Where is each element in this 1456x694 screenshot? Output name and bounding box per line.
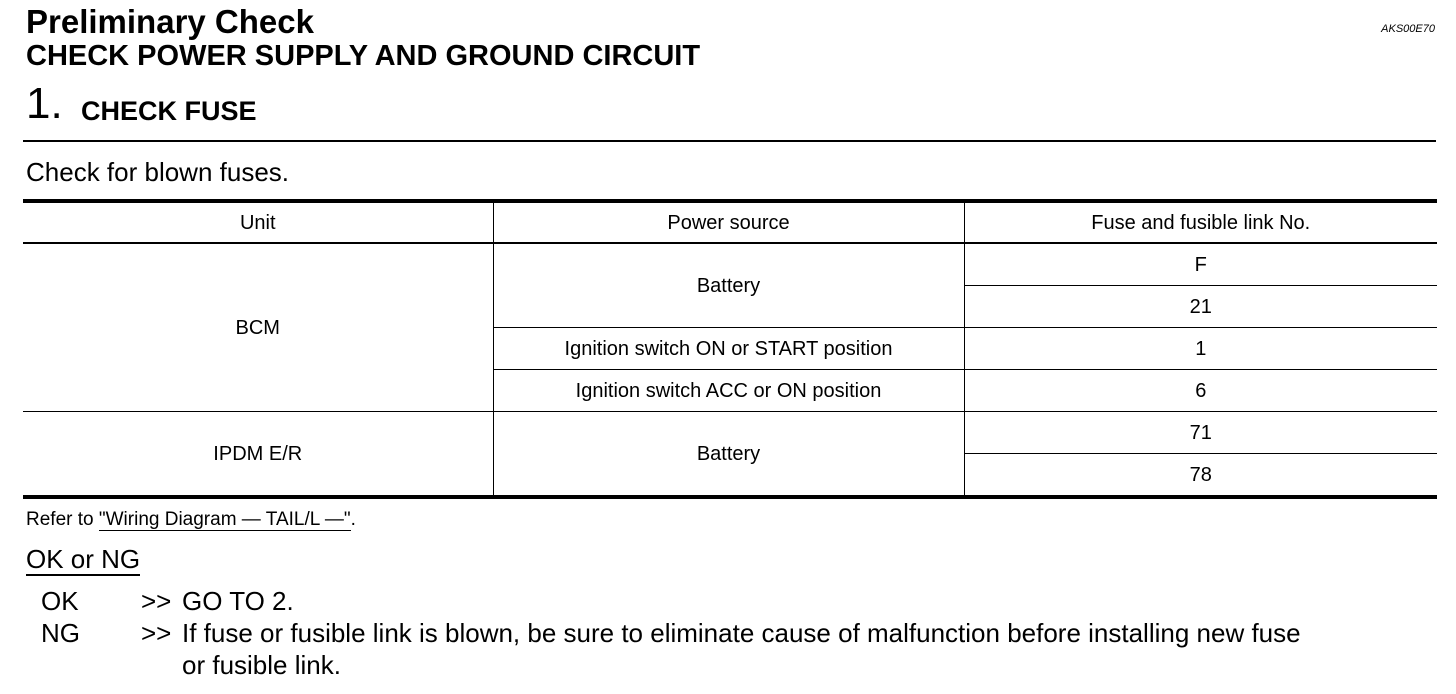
result-heading: OK or NG <box>26 544 141 574</box>
table-row <box>23 412 1437 454</box>
instruction-text: Check for blown fuses. <box>26 157 290 187</box>
unit-cell-ipdm: IPDM E/R <box>23 412 493 498</box>
section-subtitle: CHECK POWER SUPPLY AND GROUND CIRCUIT <box>26 40 701 72</box>
fuse-cell: 21 <box>964 286 1437 328</box>
wiring-diagram-link[interactable]: "Wiring Diagram — TAIL/L —" <box>98 509 351 530</box>
table-row <box>23 243 1437 286</box>
column-header-fuse-no: Fuse and fusible link No. <box>964 201 1437 243</box>
ng-text-line-2: or fusible link. <box>182 650 341 680</box>
reference-prefix: Refer to <box>26 509 94 530</box>
ng-text-line-1: If fuse or fusible link is blown, be sure to eliminate cause of malfunction before installing new fuse <box>182 618 1301 648</box>
fuse-cell: 78 <box>964 454 1437 498</box>
fuse-cell: 6 <box>964 370 1437 412</box>
ng-label: NG <box>41 618 80 648</box>
ok-text: GO TO 2. <box>182 586 294 616</box>
power-source-cell: Ignition switch ON or START position <box>493 328 964 370</box>
ng-arrow: >> <box>141 618 172 648</box>
column-header-unit: Unit <box>23 201 493 243</box>
fuse-cell: F <box>964 243 1437 286</box>
power-source-cell: Battery <box>493 412 964 498</box>
document-id: AKS00E70 <box>1381 23 1435 35</box>
page-title: Preliminary Check <box>26 3 314 40</box>
section-divider <box>23 140 1436 142</box>
fuse-cell: 1 <box>964 328 1437 370</box>
reference-line <box>26 509 356 531</box>
power-source-cell: Battery <box>493 243 964 328</box>
fuse-table <box>23 199 1437 499</box>
step-number: 1. <box>26 79 63 128</box>
unit-cell-bcm: BCM <box>23 243 493 412</box>
ok-arrow: >> <box>141 586 172 616</box>
reference-suffix: . <box>350 509 356 530</box>
ok-label: OK <box>41 586 79 616</box>
column-header-power-source: Power source <box>493 201 964 243</box>
power-source-cell: Ignition switch ACC or ON position <box>493 370 964 412</box>
step-title: CHECK FUSE <box>81 96 257 126</box>
fuse-cell: 71 <box>964 412 1437 454</box>
table-header-row <box>23 201 1437 243</box>
